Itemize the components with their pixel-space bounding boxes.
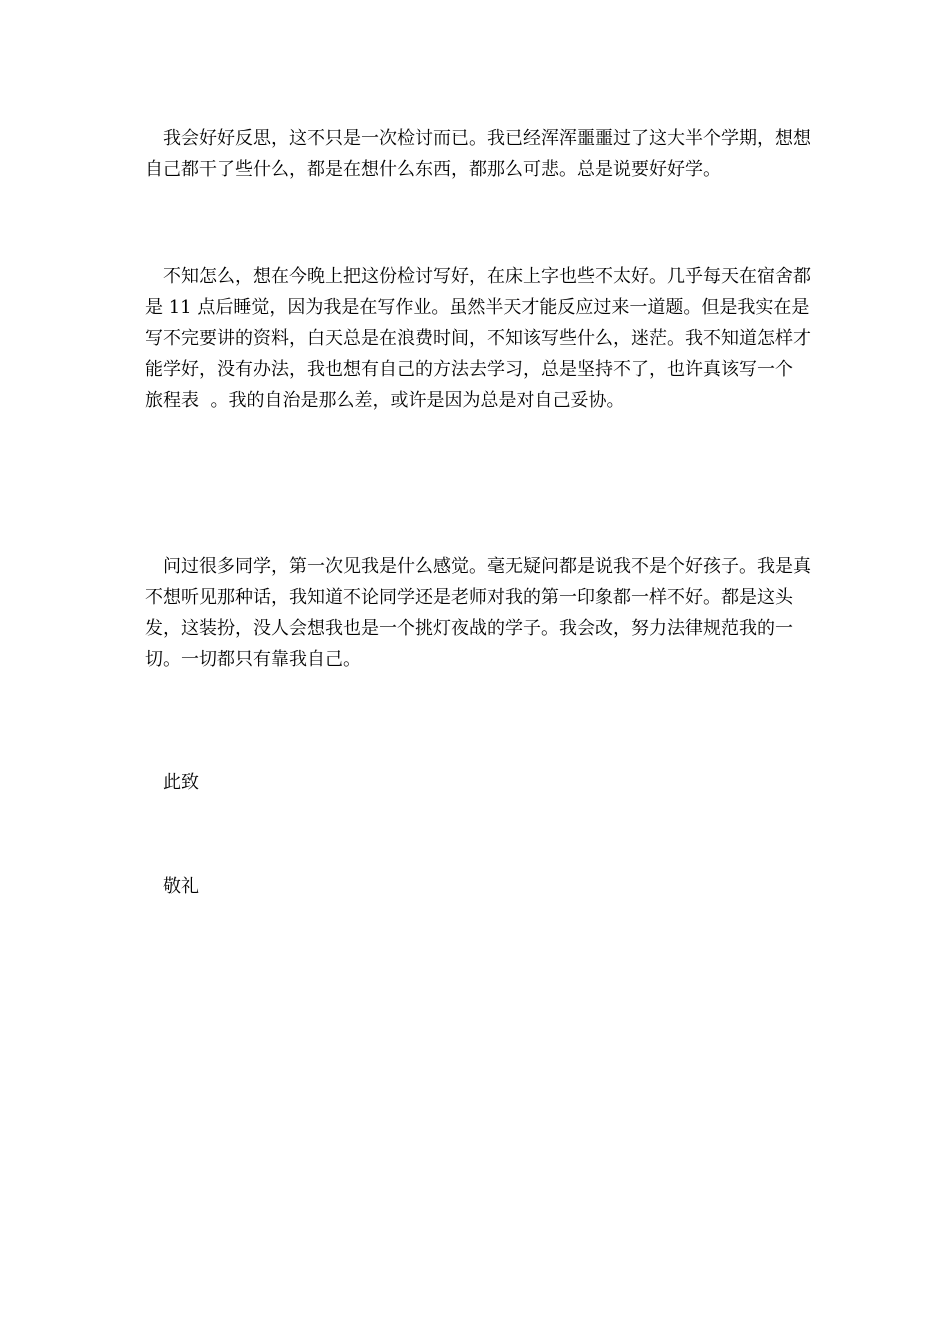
closing-salutation: 此致 (163, 772, 199, 793)
closing-regards: 敬礼 (163, 876, 199, 897)
paragraph-first-impression: 问过很多同学，第一次见我是什么感觉。毫无疑问都是说我不是个好孩子。我是真不想听见那种话，我知道不论同学还是老师对我的第一印象都一样不好。都是这头发，这装扮，没人会想我也是一个挑灯夜战的学子。我会改，努力法律规范我的一切。一切都只有靠我自己。 (145, 556, 811, 670)
paragraph-study-habits: 不知怎么，想在今晚上把这份检讨写好，在床上字也些不太好。几乎每天在宿舍都是 11 点后睡觉，因为我是在写作业。虽然半天才能反应过来一道题。但是我实在是写不完要讲的资料，白天总是在浪费时间，不知该写些什么，迷茫。我不知道怎样才能学好，没有办法，我也想有自己的方法去学习，总是坚持不了，也许真该写一个 旅程表 。我的自治是那么差，或许是因为总是对自己妥协。 (145, 266, 811, 411)
paragraph-reflection: 我会好好反思，这不只是一次检讨而已。我已经浑浑噩噩过了这大半个学期，想想自己都干了些什么，都是在想什么东西，都那么可悲。总是说要好好学。 (145, 128, 811, 180)
